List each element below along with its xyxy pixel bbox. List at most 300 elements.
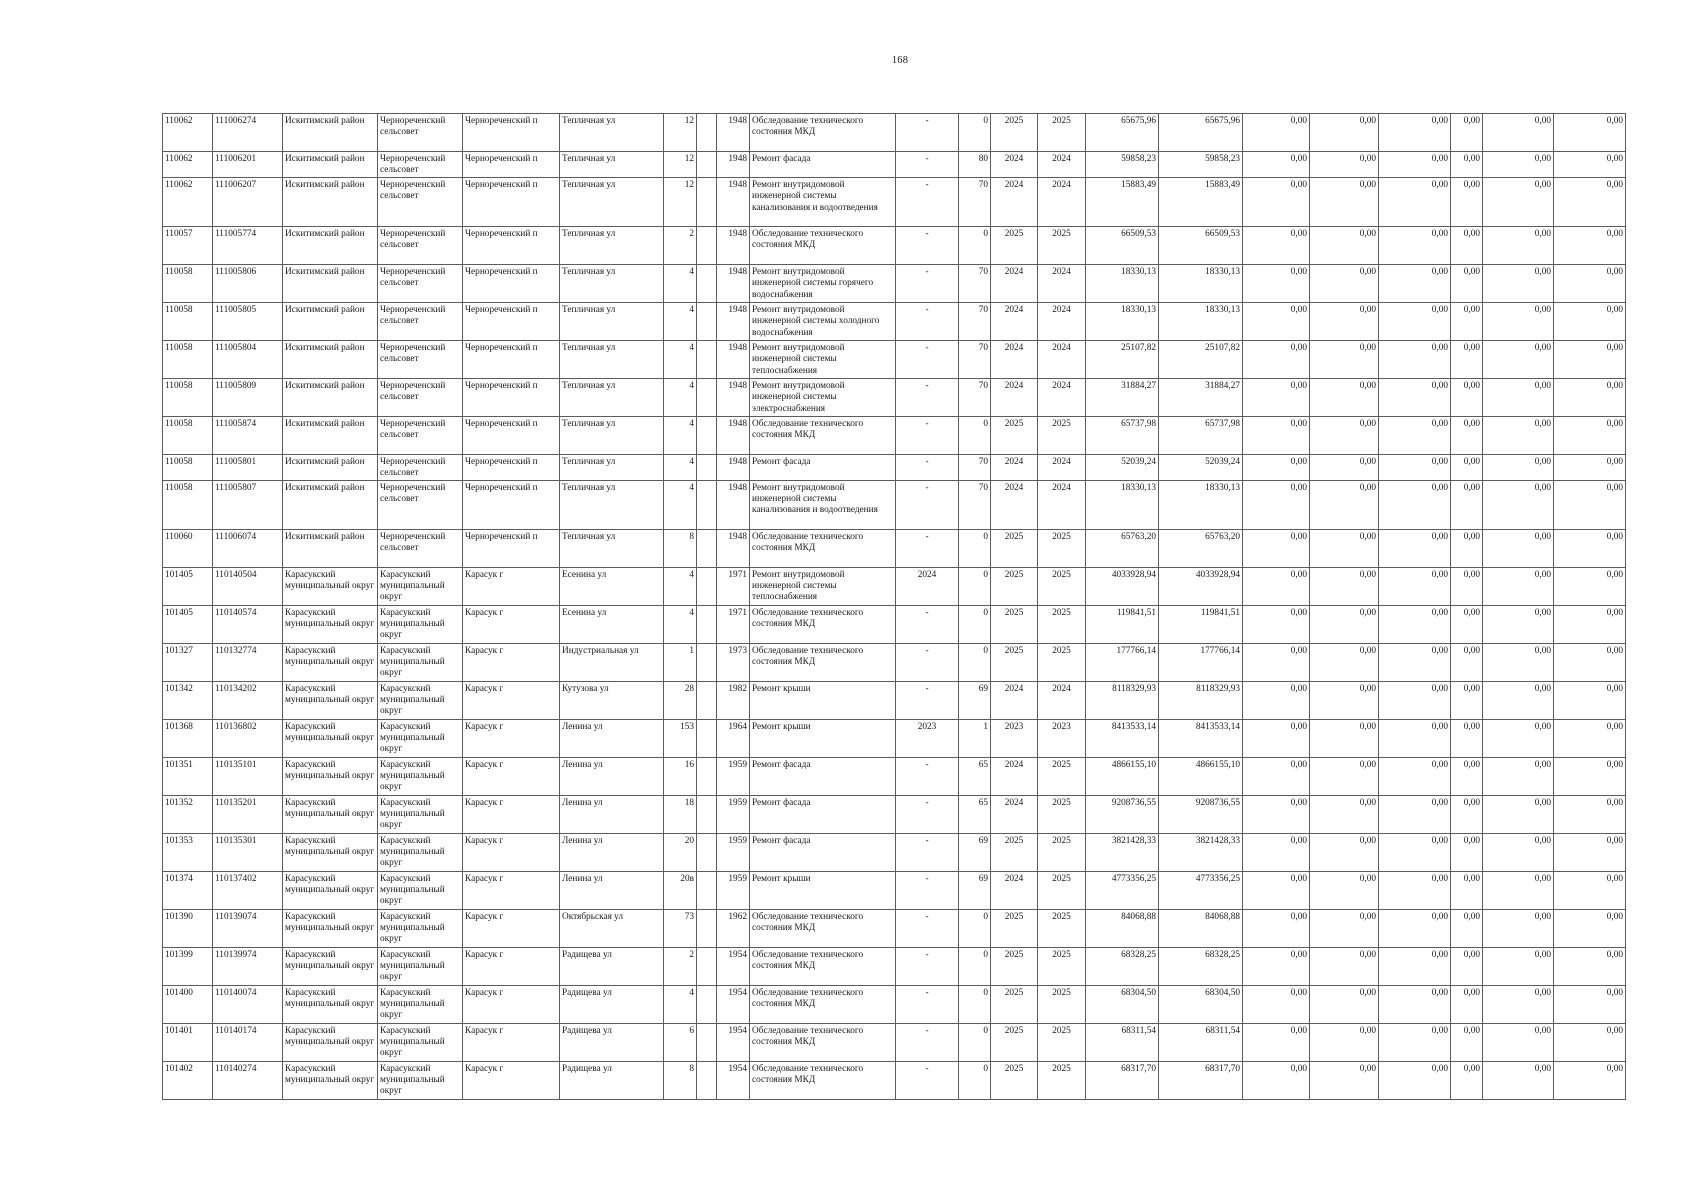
cell-col-21: 0,00: [1483, 416, 1554, 454]
cell-district: Искитимский район: [283, 340, 378, 378]
cell-last-repair-year: -: [896, 302, 959, 340]
cell-plan-end-year: 2025: [1038, 1023, 1086, 1061]
cell-col-22: 0,00: [1554, 480, 1626, 529]
cell-building: [697, 480, 717, 529]
cell-col-17: 0,00: [1243, 871, 1310, 909]
cell-col-18: 0,00: [1310, 114, 1379, 152]
cell-plan-end-year: 2025: [1038, 985, 1086, 1023]
cell-work-type: Ремонт крыши: [750, 681, 896, 719]
cell-locality: Чернореченский п: [463, 152, 560, 178]
cell-plan-end-year: 2024: [1038, 454, 1086, 480]
cell-building: [697, 871, 717, 909]
cell-plan-start-year: 2024: [991, 340, 1038, 378]
table-row: [163, 340, 1626, 378]
cell-col-21: 0,00: [1483, 719, 1554, 757]
cell-work-code: 110132774: [213, 643, 283, 681]
cell-house-number: 4: [664, 985, 697, 1023]
table-row: [163, 152, 1626, 178]
cell-house-number: 16: [664, 757, 697, 795]
cell-work-code: 110139074: [213, 909, 283, 947]
cell-work-type: Ремонт внутридомовой инженерной системы холодного водоснабжения: [750, 302, 896, 340]
cell-col-22: 0,00: [1554, 177, 1626, 226]
cell-locality: Карасук г: [463, 681, 560, 719]
cell-wear-percent: 70: [959, 264, 991, 302]
cell-col-18: 0,00: [1310, 340, 1379, 378]
cell-street: Кутузова ул: [560, 681, 664, 719]
cell-street: Тепличная ул: [560, 177, 664, 226]
cell-col-21: 0,00: [1483, 302, 1554, 340]
cell-last-repair-year: -: [896, 480, 959, 529]
cell-fund-cost: 25107,82: [1159, 340, 1243, 378]
cell-work-type: Ремонт крыши: [750, 719, 896, 757]
cell-building: [697, 909, 717, 947]
cell-district: Карасукский муниципальный округ: [283, 1023, 378, 1061]
cell-col-22: 0,00: [1554, 114, 1626, 152]
cell-wear-percent: 0: [959, 1023, 991, 1061]
cell-settlement: Карасукский муниципальный округ: [378, 1061, 463, 1099]
cell-col-18: 0,00: [1310, 985, 1379, 1023]
cell-last-repair-year: -: [896, 226, 959, 264]
cell-col-17: 0,00: [1243, 454, 1310, 480]
cell-wear-percent: 0: [959, 985, 991, 1023]
cell-col-22: 0,00: [1554, 757, 1626, 795]
cell-col-20: 0,00: [1451, 833, 1483, 871]
cell-plan-end-year: 2024: [1038, 480, 1086, 529]
cell-col-21: 0,00: [1483, 871, 1554, 909]
cell-work-code: 111005774: [213, 226, 283, 264]
cell-total-cost: 31884,27: [1086, 378, 1159, 416]
cell-work-code: 111005874: [213, 416, 283, 454]
cell-plan-end-year: 2024: [1038, 264, 1086, 302]
cell-col-19: 0,00: [1379, 871, 1451, 909]
cell-fund-cost: 4866155,10: [1159, 757, 1243, 795]
cell-district: Карасукский муниципальный округ: [283, 833, 378, 871]
cell-col-21: 0,00: [1483, 757, 1554, 795]
cell-wear-percent: 0: [959, 643, 991, 681]
cell-street: Ленина ул: [560, 719, 664, 757]
cell-col-20: 0,00: [1451, 378, 1483, 416]
table-row: [163, 795, 1626, 833]
cell-col-18: 0,00: [1310, 454, 1379, 480]
cell-work-type: Обследование технического состояния МКД: [750, 226, 896, 264]
cell-house-number: 20: [664, 833, 697, 871]
cell-col-17: 0,00: [1243, 177, 1310, 226]
cell-total-cost: 25107,82: [1086, 340, 1159, 378]
cell-wear-percent: 0: [959, 416, 991, 454]
cell-district: Искитимский район: [283, 378, 378, 416]
cell-col-17: 0,00: [1243, 416, 1310, 454]
cell-col-21: 0,00: [1483, 567, 1554, 605]
cell-col-18: 0,00: [1310, 871, 1379, 909]
cell-col-22: 0,00: [1554, 795, 1626, 833]
cell-total-cost: 65763,20: [1086, 529, 1159, 567]
cell-plan-start-year: 2024: [991, 302, 1038, 340]
cell-settlement: Чернореченский сельсовет: [378, 177, 463, 226]
cell-work-code: 111006201: [213, 152, 283, 178]
cell-plan-end-year: 2025: [1038, 605, 1086, 643]
cell-col-17: 0,00: [1243, 152, 1310, 178]
cell-last-repair-year: -: [896, 605, 959, 643]
cell-house-number: 2: [664, 947, 697, 985]
cell-last-repair-year: 2023: [896, 719, 959, 757]
cell-plan-end-year: 2024: [1038, 681, 1086, 719]
cell-col-21: 0,00: [1483, 378, 1554, 416]
cell-locality: Карасук г: [463, 719, 560, 757]
cell-fund-cost: 8118329,93: [1159, 681, 1243, 719]
cell-col-18: 0,00: [1310, 567, 1379, 605]
cell-settlement: Карасукский муниципальный округ: [378, 833, 463, 871]
cell-year-built: 1948: [717, 114, 750, 152]
cell-street: Ленина ул: [560, 871, 664, 909]
cell-plan-end-year: 2025: [1038, 947, 1086, 985]
cell-col-21: 0,00: [1483, 454, 1554, 480]
cell-district: Искитимский район: [283, 480, 378, 529]
cell-work-code: 110136802: [213, 719, 283, 757]
cell-total-cost: 65737,98: [1086, 416, 1159, 454]
cell-col-17: 0,00: [1243, 1023, 1310, 1061]
cell-col-18: 0,00: [1310, 947, 1379, 985]
cell-house-number: 4: [664, 264, 697, 302]
cell-work-type: Ремонт внутридомовой инженерной системы горячего водоснабжения: [750, 264, 896, 302]
table-row: [163, 416, 1626, 454]
cell-col-20: 0,00: [1451, 416, 1483, 454]
cell-col-19: 0,00: [1379, 947, 1451, 985]
cell-plan-end-year: 2025: [1038, 757, 1086, 795]
cell-district: Карасукский муниципальный округ: [283, 605, 378, 643]
cell-street: Есенина ул: [560, 567, 664, 605]
cell-col-20: 0,00: [1451, 1061, 1483, 1099]
cell-house-code: 101352: [163, 795, 213, 833]
cell-total-cost: 52039,24: [1086, 454, 1159, 480]
cell-work-type: Обследование технического состояния МКД: [750, 114, 896, 152]
cell-wear-percent: 65: [959, 795, 991, 833]
cell-street: Тепличная ул: [560, 378, 664, 416]
cell-plan-end-year: 2025: [1038, 795, 1086, 833]
cell-col-20: 0,00: [1451, 909, 1483, 947]
cell-col-21: 0,00: [1483, 177, 1554, 226]
cell-col-19: 0,00: [1379, 152, 1451, 178]
cell-col-18: 0,00: [1310, 795, 1379, 833]
cell-wear-percent: 0: [959, 567, 991, 605]
cell-plan-start-year: 2025: [991, 909, 1038, 947]
cell-col-17: 0,00: [1243, 757, 1310, 795]
cell-settlement: Карасукский муниципальный округ: [378, 757, 463, 795]
cell-col-19: 0,00: [1379, 833, 1451, 871]
cell-district: Карасукский муниципальный округ: [283, 909, 378, 947]
cell-house-code: 101401: [163, 1023, 213, 1061]
cell-house-number: 6: [664, 1023, 697, 1061]
cell-col-19: 0,00: [1379, 378, 1451, 416]
cell-locality: Чернореченский п: [463, 226, 560, 264]
cell-plan-start-year: 2025: [991, 529, 1038, 567]
cell-work-code: 111005804: [213, 340, 283, 378]
cell-plan-start-year: 2025: [991, 114, 1038, 152]
cell-work-type: Ремонт фасада: [750, 757, 896, 795]
cell-house-number: 20в: [664, 871, 697, 909]
table-row: [163, 567, 1626, 605]
cell-col-17: 0,00: [1243, 909, 1310, 947]
cell-col-22: 0,00: [1554, 264, 1626, 302]
cell-col-21: 0,00: [1483, 681, 1554, 719]
cell-building: [697, 264, 717, 302]
cell-locality: Карасук г: [463, 643, 560, 681]
cell-fund-cost: 66509,53: [1159, 226, 1243, 264]
cell-plan-end-year: 2024: [1038, 177, 1086, 226]
cell-house-code: 110058: [163, 302, 213, 340]
cell-house-code: 101400: [163, 985, 213, 1023]
cell-col-19: 0,00: [1379, 114, 1451, 152]
cell-last-repair-year: -: [896, 152, 959, 178]
cell-house-code: 101353: [163, 833, 213, 871]
cell-street: Тепличная ул: [560, 114, 664, 152]
cell-house-code: 110060: [163, 529, 213, 567]
cell-col-19: 0,00: [1379, 757, 1451, 795]
table-row: [163, 378, 1626, 416]
cell-col-19: 0,00: [1379, 1023, 1451, 1061]
cell-plan-start-year: 2025: [991, 643, 1038, 681]
table-row: [163, 177, 1626, 226]
cell-last-repair-year: -: [896, 871, 959, 909]
cell-street: Индустриальная ул: [560, 643, 664, 681]
cell-total-cost: 68328,25: [1086, 947, 1159, 985]
cell-work-type: Обследование технического состояния МКД: [750, 1023, 896, 1061]
table-row: [163, 114, 1626, 152]
table-row: [163, 643, 1626, 681]
table-row: [163, 947, 1626, 985]
cell-last-repair-year: 2024: [896, 567, 959, 605]
cell-house-code: 110057: [163, 226, 213, 264]
cell-total-cost: 9208736,55: [1086, 795, 1159, 833]
cell-col-18: 0,00: [1310, 757, 1379, 795]
cell-district: Карасукский муниципальный округ: [283, 757, 378, 795]
cell-last-repair-year: -: [896, 177, 959, 226]
cell-col-22: 0,00: [1554, 416, 1626, 454]
cell-col-18: 0,00: [1310, 833, 1379, 871]
cell-work-code: 110135201: [213, 795, 283, 833]
cell-street: Радищева ул: [560, 985, 664, 1023]
cell-wear-percent: 1: [959, 719, 991, 757]
cell-house-code: 101390: [163, 909, 213, 947]
cell-locality: Чернореченский п: [463, 529, 560, 567]
cell-district: Искитимский район: [283, 152, 378, 178]
cell-wear-percent: 70: [959, 177, 991, 226]
cell-work-code: 110137402: [213, 871, 283, 909]
cell-district: Карасукский муниципальный округ: [283, 795, 378, 833]
cell-col-18: 0,00: [1310, 480, 1379, 529]
table-row: [163, 226, 1626, 264]
cell-fund-cost: 68328,25: [1159, 947, 1243, 985]
cell-col-18: 0,00: [1310, 643, 1379, 681]
cell-settlement: Чернореченский сельсовет: [378, 340, 463, 378]
cell-plan-start-year: 2025: [991, 567, 1038, 605]
cell-house-number: 4: [664, 378, 697, 416]
cell-district: Карасукский муниципальный округ: [283, 681, 378, 719]
cell-year-built: 1948: [717, 177, 750, 226]
cell-col-17: 0,00: [1243, 340, 1310, 378]
table-row: [163, 605, 1626, 643]
cell-locality: Карасук г: [463, 795, 560, 833]
cell-wear-percent: 0: [959, 114, 991, 152]
cell-locality: Карасук г: [463, 909, 560, 947]
cell-col-17: 0,00: [1243, 529, 1310, 567]
cell-house-code: 110058: [163, 480, 213, 529]
cell-wear-percent: 80: [959, 152, 991, 178]
cell-col-20: 0,00: [1451, 340, 1483, 378]
cell-building: [697, 177, 717, 226]
cell-building: [697, 605, 717, 643]
cell-col-19: 0,00: [1379, 795, 1451, 833]
cell-col-17: 0,00: [1243, 114, 1310, 152]
cell-col-19: 0,00: [1379, 302, 1451, 340]
cell-work-code: 110135101: [213, 757, 283, 795]
cell-work-code: 111006274: [213, 114, 283, 152]
cell-col-21: 0,00: [1483, 264, 1554, 302]
cell-house-number: 4: [664, 302, 697, 340]
cell-col-20: 0,00: [1451, 719, 1483, 757]
cell-work-code: 110134202: [213, 681, 283, 719]
cell-plan-end-year: 2025: [1038, 833, 1086, 871]
cell-building: [697, 985, 717, 1023]
cell-col-20: 0,00: [1451, 480, 1483, 529]
cell-district: Искитимский район: [283, 302, 378, 340]
cell-total-cost: 8413533,14: [1086, 719, 1159, 757]
cell-last-repair-year: -: [896, 1061, 959, 1099]
cell-district: Карасукский муниципальный округ: [283, 985, 378, 1023]
cell-settlement: Карасукский муниципальный округ: [378, 985, 463, 1023]
cell-work-type: Ремонт фасада: [750, 795, 896, 833]
cell-work-code: 110139974: [213, 947, 283, 985]
cell-year-built: 1948: [717, 416, 750, 454]
cell-house-code: 101399: [163, 947, 213, 985]
cell-wear-percent: 0: [959, 605, 991, 643]
cell-plan-start-year: 2023: [991, 719, 1038, 757]
cell-year-built: 1973: [717, 643, 750, 681]
cell-plan-start-year: 2024: [991, 378, 1038, 416]
cell-settlement: Чернореченский сельсовет: [378, 264, 463, 302]
cell-year-built: 1948: [717, 152, 750, 178]
cell-plan-start-year: 2024: [991, 795, 1038, 833]
cell-col-18: 0,00: [1310, 378, 1379, 416]
cell-street: Тепличная ул: [560, 340, 664, 378]
cell-wear-percent: 70: [959, 302, 991, 340]
table-row: [163, 757, 1626, 795]
cell-plan-start-year: 2025: [991, 1061, 1038, 1099]
cell-wear-percent: 70: [959, 378, 991, 416]
cell-col-19: 0,00: [1379, 643, 1451, 681]
cell-col-17: 0,00: [1243, 480, 1310, 529]
cell-street: Октябрьская ул: [560, 909, 664, 947]
cell-street: Тепличная ул: [560, 454, 664, 480]
cell-col-17: 0,00: [1243, 985, 1310, 1023]
cell-total-cost: 177766,14: [1086, 643, 1159, 681]
cell-locality: Карасук г: [463, 985, 560, 1023]
cell-settlement: Чернореченский сельсовет: [378, 226, 463, 264]
cell-col-21: 0,00: [1483, 1061, 1554, 1099]
cell-plan-end-year: 2025: [1038, 114, 1086, 152]
cell-year-built: 1959: [717, 833, 750, 871]
cell-work-type: Ремонт внутридомовой инженерной системы теплоснабжения: [750, 340, 896, 378]
cell-wear-percent: 0: [959, 226, 991, 264]
cell-total-cost: 68311,54: [1086, 1023, 1159, 1061]
cell-house-number: 8: [664, 529, 697, 567]
cell-col-21: 0,00: [1483, 1023, 1554, 1061]
cell-col-18: 0,00: [1310, 152, 1379, 178]
cell-fund-cost: 15883,49: [1159, 177, 1243, 226]
cell-settlement: Чернореченский сельсовет: [378, 114, 463, 152]
cell-settlement: Чернореченский сельсовет: [378, 454, 463, 480]
cell-col-22: 0,00: [1554, 454, 1626, 480]
cell-col-19: 0,00: [1379, 340, 1451, 378]
cell-district: Карасукский муниципальный округ: [283, 719, 378, 757]
cell-building: [697, 302, 717, 340]
cell-last-repair-year: -: [896, 833, 959, 871]
cell-col-18: 0,00: [1310, 1023, 1379, 1061]
cell-building: [697, 529, 717, 567]
cell-house-number: 12: [664, 177, 697, 226]
cell-fund-cost: 18330,13: [1159, 264, 1243, 302]
cell-building: [697, 1023, 717, 1061]
cell-year-built: 1948: [717, 264, 750, 302]
cell-wear-percent: 0: [959, 909, 991, 947]
table-row: [163, 1023, 1626, 1061]
cell-fund-cost: 18330,13: [1159, 480, 1243, 529]
cell-col-21: 0,00: [1483, 947, 1554, 985]
cell-fund-cost: 18330,13: [1159, 302, 1243, 340]
cell-house-number: 73: [664, 909, 697, 947]
cell-col-19: 0,00: [1379, 719, 1451, 757]
cell-fund-cost: 4033928,94: [1159, 567, 1243, 605]
cell-plan-start-year: 2024: [991, 177, 1038, 226]
cell-work-code: 110140174: [213, 1023, 283, 1061]
cell-col-18: 0,00: [1310, 302, 1379, 340]
cell-fund-cost: 3821428,33: [1159, 833, 1243, 871]
page-number: 168: [891, 55, 909, 66]
cell-col-21: 0,00: [1483, 909, 1554, 947]
cell-col-22: 0,00: [1554, 226, 1626, 264]
cell-work-type: Обследование технического состояния МКД: [750, 643, 896, 681]
cell-settlement: Карасукский муниципальный округ: [378, 871, 463, 909]
cell-col-17: 0,00: [1243, 302, 1310, 340]
cell-fund-cost: 59858,23: [1159, 152, 1243, 178]
cell-col-20: 0,00: [1451, 643, 1483, 681]
cell-year-built: 1971: [717, 605, 750, 643]
cell-plan-start-year: 2024: [991, 454, 1038, 480]
cell-plan-end-year: 2025: [1038, 1061, 1086, 1099]
cell-street: Тепличная ул: [560, 416, 664, 454]
cell-work-code: 110140274: [213, 1061, 283, 1099]
cell-col-18: 0,00: [1310, 226, 1379, 264]
cell-district: Искитимский район: [283, 454, 378, 480]
cell-work-type: Обследование технического состояния МКД: [750, 529, 896, 567]
cell-plan-end-year: 2024: [1038, 378, 1086, 416]
cell-last-repair-year: -: [896, 529, 959, 567]
cell-col-21: 0,00: [1483, 985, 1554, 1023]
cell-settlement: Карасукский муниципальный округ: [378, 605, 463, 643]
cell-locality: Чернореченский п: [463, 302, 560, 340]
cell-wear-percent: 69: [959, 681, 991, 719]
cell-house-number: 4: [664, 454, 697, 480]
cell-house-code: 101342: [163, 681, 213, 719]
cell-fund-cost: 65675,96: [1159, 114, 1243, 152]
cell-house-number: 153: [664, 719, 697, 757]
cell-col-17: 0,00: [1243, 605, 1310, 643]
cell-year-built: 1948: [717, 226, 750, 264]
cell-col-17: 0,00: [1243, 1061, 1310, 1099]
cell-settlement: Карасукский муниципальный округ: [378, 719, 463, 757]
cell-col-22: 0,00: [1554, 643, 1626, 681]
cell-col-21: 0,00: [1483, 605, 1554, 643]
cell-work-type: Ремонт внутридомовой инженерной системы электроснабжения: [750, 378, 896, 416]
